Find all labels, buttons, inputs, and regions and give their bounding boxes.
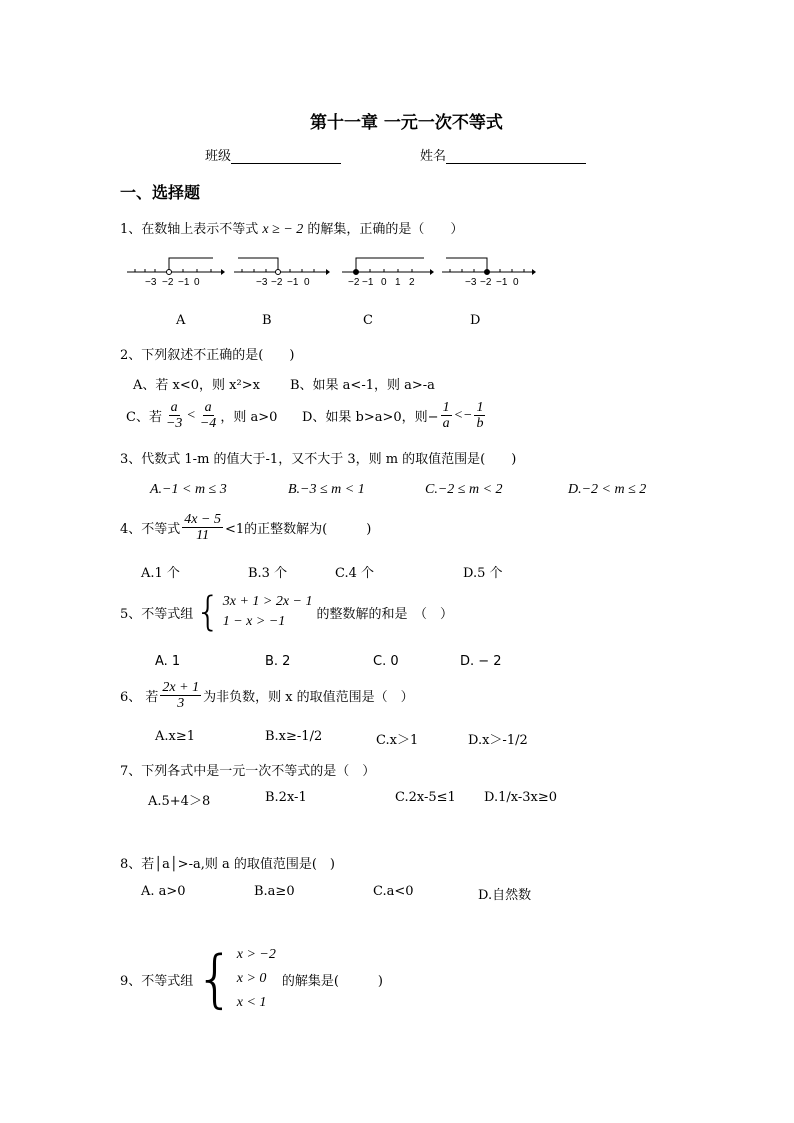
q7-option-b[interactable]: B.2x-1	[265, 790, 307, 805]
q1-option-c[interactable]: C	[363, 313, 373, 328]
q3-option-c[interactable]: C.−2 ≤ m < 2	[425, 482, 503, 497]
number-line-c	[340, 250, 440, 290]
question-8: 8、若│a│>-a,则 a 的取值范围是( )	[120, 857, 336, 872]
q6-fraction: $\frac{2x + 1}{3}$	[162, 680, 200, 712]
q4-option-d[interactable]: D.5 个	[463, 566, 503, 581]
q6-option-c[interactable]: C.x＞1	[376, 733, 419, 748]
class-label: 班级	[205, 149, 232, 164]
q5-option-d[interactable]: D. − 2	[460, 654, 502, 669]
q2-option-a[interactable]: A、若 x<0，则 x²>x	[133, 378, 260, 393]
page-title: 第十一章 一元一次不等式	[310, 113, 503, 133]
tick-label: −2	[348, 277, 360, 288]
q3-option-a[interactable]: A.−1 < m ≤ 3	[150, 482, 227, 497]
q1-text-b: 的解集，正确的是（ ）	[307, 222, 464, 237]
question-2: 2、下列叙述不正确的是( )	[120, 348, 295, 363]
class-field	[205, 145, 341, 164]
q8-option-a[interactable]: A. a>0	[141, 884, 186, 899]
q7-option-d[interactable]: D.1/x-3x≥0	[484, 790, 558, 805]
q2-c-frac2: $\frac{a}{-4}$	[199, 400, 217, 432]
tick-label: 0	[381, 277, 387, 288]
q9-line2: x > 0	[236, 971, 267, 986]
q5-option-b[interactable]: B. 2	[265, 654, 291, 669]
q5-option-a[interactable]: A. 1	[155, 654, 181, 669]
q6-option-d[interactable]: D.x＞-1/2	[468, 733, 528, 748]
tick-label: 0	[194, 277, 200, 288]
tick-label: −2	[271, 277, 283, 288]
q5-brace: {	[195, 589, 221, 635]
tick-label: −1	[496, 277, 508, 288]
tick-label: −2	[480, 277, 492, 288]
q2-option-d[interactable]	[302, 400, 487, 432]
q4-option-a[interactable]: A.1 个	[141, 566, 180, 581]
q9-line3: x < 1	[236, 995, 267, 1010]
name-blank[interactable]	[446, 149, 586, 164]
q7-option-a[interactable]: A.5+4＞8	[148, 794, 211, 809]
question-1	[120, 218, 463, 238]
tick-label: −1	[362, 277, 374, 288]
number-line-b	[232, 250, 332, 290]
q5-pre: 5、不等式组	[120, 606, 194, 622]
q4-option-c[interactable]: C.4 个	[335, 566, 375, 581]
q5-line1: 3x + 1 > 2x − 1	[222, 594, 313, 609]
q2-d-frac2: $\frac{1}{b}$	[476, 400, 484, 432]
name-field	[420, 145, 586, 164]
tick-label: 2	[409, 277, 415, 288]
question-3: 3、代数式 1-m 的值大于-1，又不大于 3，则 m 的取值范围是( )	[120, 452, 517, 467]
class-blank[interactable]	[231, 149, 341, 164]
q3-option-b[interactable]: B.−3 ≤ m < 1	[288, 482, 365, 497]
q2-option-b[interactable]: B、如果 a<-1，则 a>-a	[290, 378, 435, 393]
q9-brace: {	[195, 942, 235, 1015]
q4-post: <1的正整数解为( )	[224, 522, 372, 538]
q1-expr: x ≥ − 2	[262, 222, 304, 237]
q8-option-d[interactable]: D.自然数	[478, 888, 532, 903]
name-label: 姓名	[420, 149, 447, 164]
q1-option-d[interactable]: D	[470, 313, 481, 328]
q2-c-post: ，则 a>0	[220, 410, 278, 426]
q5-line2: 1 − x > −1	[222, 614, 286, 629]
q6-pre: 6、 若	[120, 690, 159, 706]
tick-label: −3	[145, 277, 157, 288]
question-5	[120, 589, 454, 635]
q5-post: 的整数解的和是 （ ）	[316, 606, 454, 622]
q7-option-c[interactable]: C.2x-5≤1	[395, 790, 456, 805]
number-line-d	[440, 250, 540, 290]
q8-option-b[interactable]: B.a≥0	[254, 884, 295, 899]
q1-option-b[interactable]: B	[262, 313, 272, 328]
q3-option-d[interactable]: D.−2 < m ≤ 2	[568, 482, 647, 497]
q9-pre: 9、不等式组	[120, 973, 194, 989]
q6-post: 为非负数，则 x 的取值范围是（ ）	[203, 690, 414, 706]
q2-c-frac1: $\frac{a}{-3}$	[165, 400, 183, 432]
q9-post: 的解集是( )	[281, 973, 383, 989]
question-9	[120, 943, 383, 1015]
tick-label: −3	[465, 277, 477, 288]
question-6	[120, 680, 414, 712]
tick-label: −1	[178, 277, 190, 288]
tick-label: −3	[256, 277, 268, 288]
tick-label: 0	[304, 277, 310, 288]
question-7: 7、下列各式中是一元一次不等式的是（ ）	[120, 764, 376, 779]
q8-option-c[interactable]: C.a<0	[373, 884, 414, 899]
question-4	[120, 512, 371, 544]
section-heading: 一、选择题	[120, 183, 201, 202]
q2-d-pre: D、如果 b>a>0，则−	[302, 410, 439, 426]
q2-d-frac1: $\frac{1}{a}$	[442, 400, 450, 432]
q6-option-b[interactable]: B.x≥-1/2	[265, 729, 323, 744]
q2-d-lt: <−	[453, 407, 473, 423]
tick-label: −2	[162, 277, 174, 288]
q1-text-a: 1、在数轴上表示不等式	[120, 222, 259, 237]
q9-line1: x > −2	[236, 947, 276, 962]
tick-label: 0	[513, 277, 519, 288]
q6-option-a[interactable]: A.x≥1	[155, 729, 196, 744]
q2-c-pre: C、若	[126, 410, 162, 426]
number-line-a	[125, 250, 225, 290]
q4-pre: 4、不等式	[120, 522, 181, 538]
q2-option-c[interactable]	[126, 400, 277, 432]
q4-option-b[interactable]: B.3 个	[248, 566, 288, 581]
q5-option-c[interactable]: C. 0	[373, 654, 399, 669]
q2-c-lt: <	[186, 407, 196, 423]
q1-option-a[interactable]: A	[176, 313, 186, 328]
tick-label: −1	[287, 277, 299, 288]
q4-fraction: $\frac{4x - 5}{11}$	[184, 512, 221, 544]
tick-label: 1	[395, 277, 401, 288]
